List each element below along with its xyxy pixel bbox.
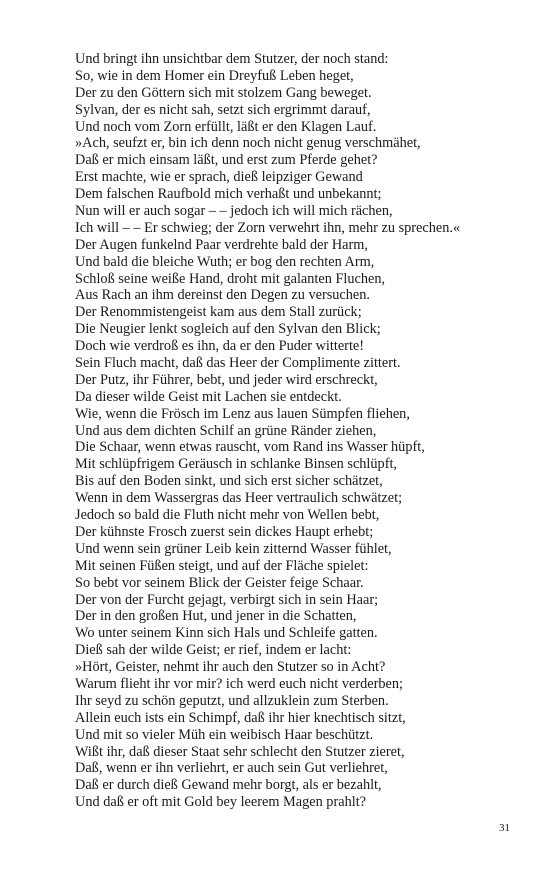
poem-line: Allein euch ists ein Schimpf, daß ihr hier knechtisch sitzt,	[75, 709, 406, 726]
poem-line: Der in den großen Hut, und jener in die Schatten,	[75, 608, 357, 625]
poem-line: Wo unter seinem Kinn sich Hals und Schleife gatten.	[75, 625, 378, 642]
poem-line: Mit schlüpfrigem Geräusch in schlanke Binsen schlüpft,	[75, 456, 398, 473]
poem-line: Der kühnste Frosch zuerst sein dickes Haupt erhebt;	[75, 523, 374, 540]
page-number: 31	[499, 822, 510, 834]
poem-line: Und bringt ihn unsichtbar dem Stutzer, der noch stand:	[75, 51, 389, 67]
poem-line: Dieß sah der wilde Geist; er rief, indem er lacht:	[75, 642, 352, 659]
poem-line: Der Putz, ihr Führer, bebt, und jeder wird erschreckt,	[75, 371, 378, 388]
poem-line: Und aus dem dichten Schilf an grüne Ränder ziehen,	[75, 422, 377, 439]
poem-line: Und bald die bleiche Wuth; er bog den rechten Arm,	[75, 253, 375, 270]
poem-line: Ich will – – Er schwieg; der Zorn verwehrt ihn, mehr zu sprechen.«	[75, 219, 461, 236]
poem-line: Ihr seyd zu schön geputzt, und allzuklein zum Sterben.	[75, 692, 389, 709]
poem-line: Und wenn sein grüner Leib kein zitternd Wasser fühlet,	[75, 540, 392, 557]
poem-line: »Ach, seufzt er, bin ich denn noch nicht genug verschmähet,	[75, 135, 421, 152]
poem-line: Und noch vom Zorn erfüllt, läßt er den Klagen Lauf.	[75, 118, 377, 135]
poem-line: Und mit so vieler Müh ein weibisch Haar beschützt.	[75, 726, 374, 743]
poem-line: Wie, wenn die Frösch im Lenz aus lauen Sümpfen fliehen,	[75, 405, 410, 422]
poem-line: Daß er mich einsam läßt, und erst zum Pferde gehet?	[75, 152, 378, 169]
poem-line: Nun will er auch sogar – – jedoch ich will mich rächen,	[75, 203, 393, 220]
poem-line: »Hört, Geister, nehmt ihr auch den Stutzer so in Acht?	[75, 659, 386, 676]
poem-line: Sein Fluch macht, daß das Heer der Complimente zittert.	[75, 355, 401, 372]
poem-line: Warum flieht ihr vor mir? ich werd euch nicht verderben;	[75, 675, 403, 692]
poem-line: Mit seinen Füßen steigt, und auf der Fläche spielet:	[75, 557, 369, 574]
poem-line: So, wie in dem Homer ein Dreyfuß Leben heget,	[75, 67, 354, 84]
poem-line: Der von der Furcht gejagt, verbirgt sich in sein Haar;	[75, 591, 379, 608]
poem-line: Daß, wenn er ihn verliehrt, er auch sein Gut verliehret,	[75, 760, 388, 777]
poem-text	[75, 51, 515, 811]
poem-line: Der Renommistengeist kam aus dem Stall zurück;	[75, 304, 362, 321]
poem-line: Doch wie verdroß es ihn, da er den Puder witterte!	[75, 338, 365, 355]
poem-line: Daß er durch dieß Gewand mehr borgt, als er bezahlt,	[75, 777, 382, 794]
poem-line: Da dieser wilde Geist mit Lachen sie entdeckt.	[75, 388, 342, 405]
poem-line: Und daß er oft mit Gold bey leerem Magen prahlt?	[75, 794, 367, 811]
poem-line: Dem falschen Raufbold mich verhaßt und unbekannt;	[75, 186, 382, 203]
poem-line: Jedoch so bald die Fluth nicht mehr von Wellen bebt,	[75, 507, 380, 524]
poem-line: Aus Rach an ihm dereinst den Degen zu versuchen.	[75, 287, 370, 304]
poem-line: Die Schaar, wenn etwas rauscht, vom Rand ins Wasser hüpft,	[75, 439, 425, 456]
poem-line: So bebt vor seinem Blick der Geister feige Schaar.	[75, 574, 364, 591]
poem-line: Schloß seine weiße Hand, droht mit galanten Fluchen,	[75, 270, 386, 287]
poem-line: Der zu den Göttern sich mit stolzem Gang beweget.	[75, 84, 372, 101]
poem-line: Wißt ihr, daß dieser Staat sehr schlecht den Stutzer zieret,	[75, 743, 405, 760]
poem-line: Bis auf den Boden sinkt, und sich erst sicher schätzet,	[75, 473, 383, 490]
poem-line: Erst machte, wie er sprach, dieß leipziger Gewand	[75, 169, 363, 186]
poem-line: Der Augen funkelnd Paar verdrehte bald der Harm,	[75, 236, 368, 253]
poem-line: Die Neugier lenkt sogleich auf den Sylvan den Blick;	[75, 321, 381, 338]
poem-line: Wenn in dem Wassergras das Heer vertraulich schwätzet;	[75, 490, 403, 507]
poem-line: Sylvan, der es nicht sah, setzt sich ergrimmt darauf,	[75, 101, 371, 118]
